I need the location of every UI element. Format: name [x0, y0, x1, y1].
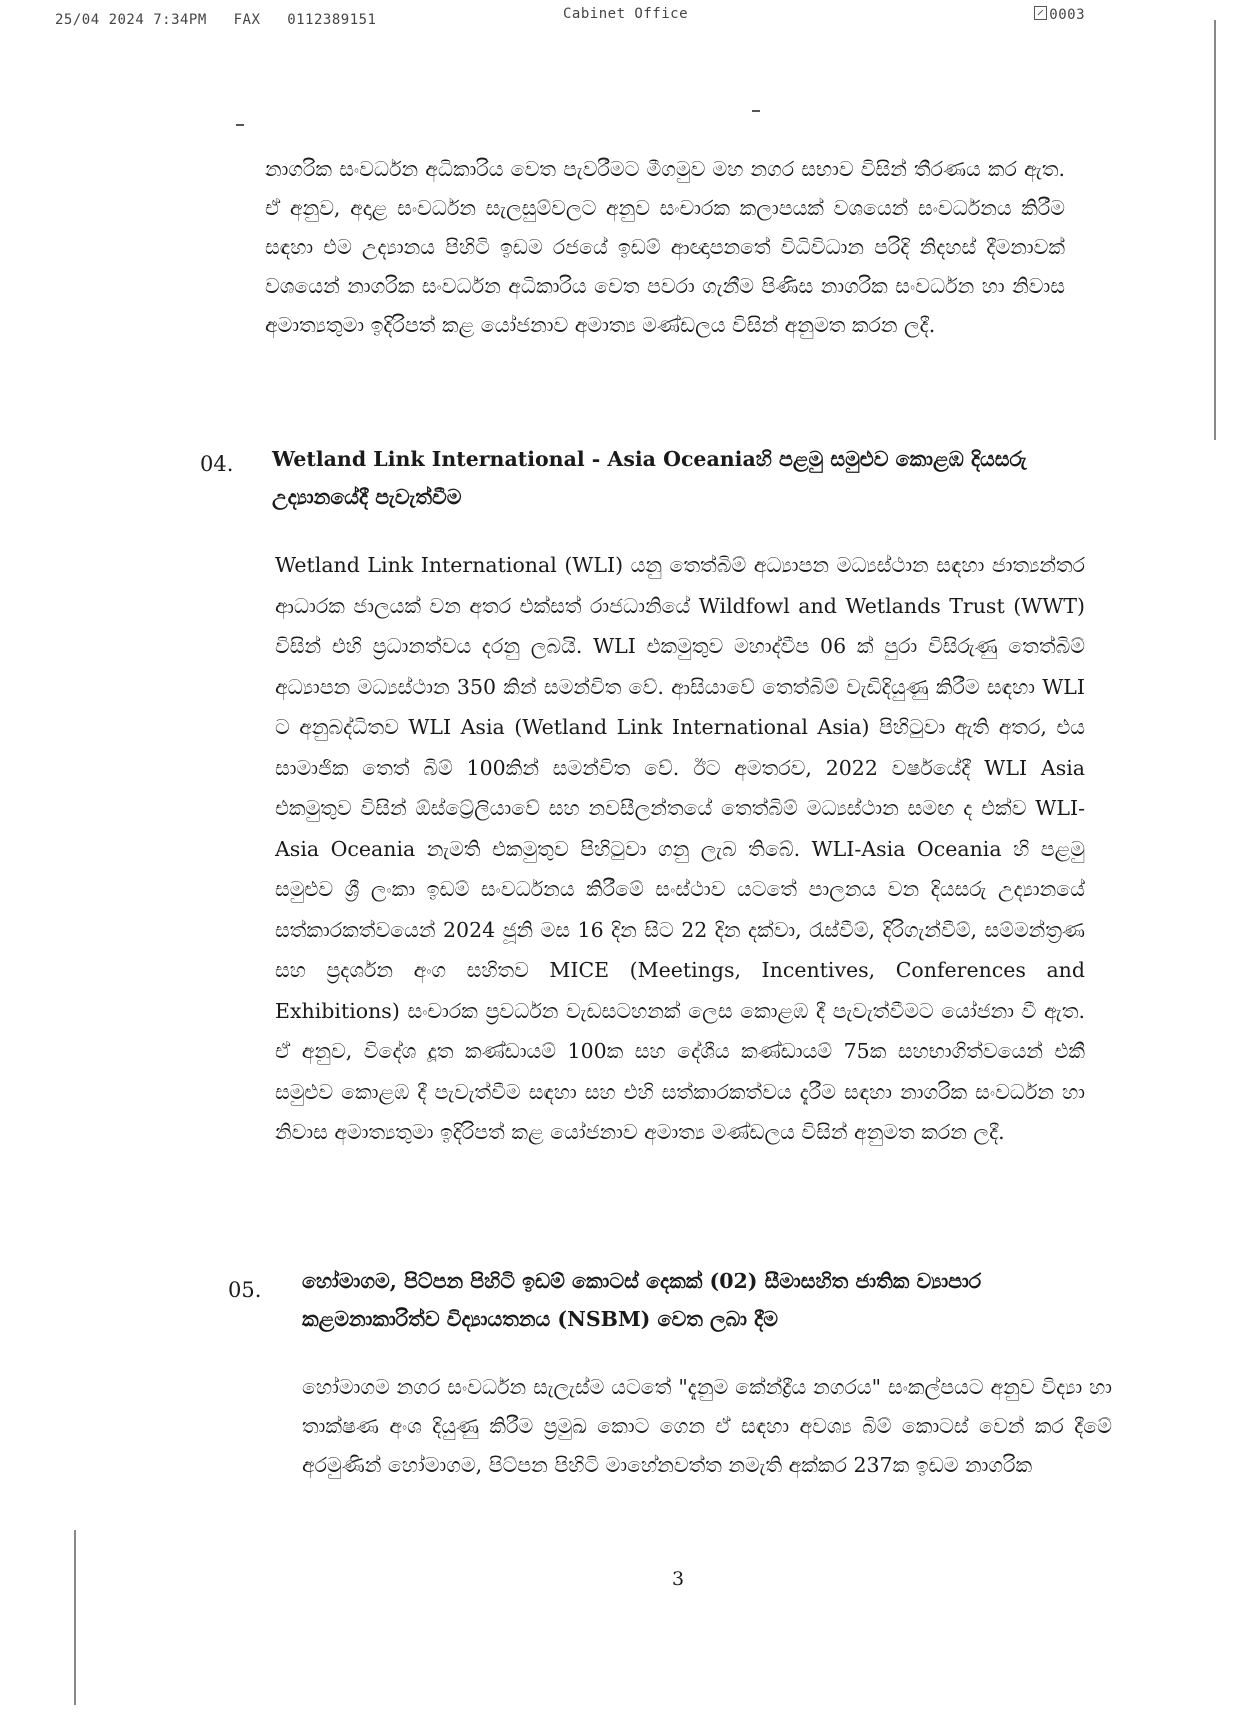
fax-page-counter-value: 0003 — [1049, 7, 1085, 23]
scan-mark-right — [752, 110, 760, 112]
fax-sender: Cabinet Office — [563, 6, 689, 22]
scan-edge-line-left — [74, 1530, 76, 1705]
fax-page-counter — [1034, 6, 1085, 23]
fax-label: FAX — [233, 12, 261, 28]
section-number-05: 05. — [228, 1278, 262, 1302]
scan-mark-left — [236, 124, 244, 126]
section-title-05: හෝමාගම, පිට්පන පිහිටි ඉඩම් කොටස් දෙකක් (02) සීමාසහිත ජාතික ව්‍යාපාර කළමනාකාරිත්ව විද්‍යායතනය (NSBM) වෙත ලබා දීම — [302, 1269, 982, 1331]
fax-number: 0112389151 — [287, 12, 377, 28]
page-number: 3 — [672, 1568, 685, 1590]
fax-datetime: 25/04 2024 7:34PM — [55, 12, 207, 28]
fax-header — [55, 6, 1085, 32]
section-body-04: Wetland Link International (WLI) යනු තෙත්බිම් අධ්‍යාපන මධ්‍යස්ථාන සඳහා ජාත්‍යන්තර ආධාරක ජාලයක් වන අතර එක්සත් රාජධානියේ Wildfowl and Wetlands Trust (WWT) විසින් එහි ප්‍රධානත්වය දරනු ලබයි. WLI එකමුතුව මහාද්වීප 06 ක් පුරා විසිරුණු තෙත්බිම් අධ්‍යාපන මධ්‍යස්ථාන 350 කින් සමන්විත වේ. ආසියාවේ තෙත්බිම් වැඩිදියුණු කිරීම සඳහා WLI ට අනුබද්ධිතව WLI Asia (Wetland Link International Asia) පිහිටුවා ඇති අතර, එය සාමාජික තෙත් බිම් 100කින් සමන්විත වේ. ඊට අමතරව, 2022 වර්ෂයේදී WLI Asia එකමුතුව විසින් ඕස්ට්‍රේලියාවේ සහ නවසීලන්තයේ තෙත්බිම් මධ්‍යස්ථාන සමඟ ද එක්ව WLI- Asia Oceania නැමති එකමුතුව පිහිටුවා ගනු ලැබ තිබේ. WLI-Asia Oceania හි පළමු සමුළුව ශ්‍රී ලංකා ඉඩම් සංවර්ධනය කිරීමේ සංස්ථාව යටතේ පාලනය වන දියසරු උද්‍යානයේ සත්කාරකත්වයෙන් 2024 ජූනි මස 16 දින සිට 22 දින දක්වා, රැස්වීම්, දිරිගැන්වීම්, සම්මන්ත්‍රණ සහ ප්‍රදර්ශන අංග සහිතව MICE (Meetings, Incentives, Conferences and Exhibitions) සංචාරක ප්‍රවර්ධන වැඩසටහනක් ලෙස කොළඹ දී පැවැත්වීමට යෝජනා වී ඇත. ඒ අනුව, විදේශ දූත කණ්ඩායම් 100ක සහ දේශීය කණ්ඩායම් 75ක සහභාගිත්වයෙන් එකී සමුළුව කොළඹ දී පැවැත්වීම සඳහා සහ එහි සත්කාරකත්වය දැරීම සඳහා නාගරික සංවර්ධන හා නිවාස අමාත්‍යතුමා ඉදිරිපත් කළ යෝජනාව අමාත්‍ය මණ්ඩලය විසින් අනුමත කරන ලදී. — [275, 553, 1085, 1144]
section-body-05: හෝමාගම නගර සංවර්ධන සැලැස්ම යටතේ "දැනුම කේන්ද්‍රීය නගරය" සංකල්පයට අනුව විද්‍යා හා තාක්ෂණ අංශ දියුණු කිරීම ප්‍රමුඛ කොට ගෙන ඒ සඳහා අවශ්‍ය බිම් කොටස් වෙන් කර දීමේ අරමුණින් හෝමාගම, පිට්පන පිහිටි මාහේනවත්ත නමැති අක්කර 237ක ඉඩම නාගරික — [302, 1375, 1112, 1477]
fax-transmission-line — [55, 12, 376, 28]
section-title-04: Wetland Link International - Asia Oceaniaහි පළමු සමුළුව කොළඹ දියසරු උද්‍යානයේදී පැවැත්වීම — [272, 447, 1027, 509]
scan-edge-line-right — [1214, 20, 1216, 440]
page-count-icon — [1034, 6, 1047, 20]
continuation-paragraph: නාගරික සංවර්ධන අධිකාරිය වෙත පැවරීමට මීගමුව මහ නගර සභාව විසින් තීරණය කර ඇත. ඒ අනුව, අදාළ සංවර්ධන සැලසුම්වලට අනුව සංචාරක කලාපයක් වශයෙන් සංවර්ධනය කිරීම සඳහා එම උද්‍යානය පිහිටි ඉඩම රජයේ ඉඩම් ආඥාපනතේ විධිවිධාන පරිදි නිදහස් දීමනාවක් වශයෙන් නාගරික සංවර්ධන අධිකාරිය වෙත පවරා ගැනීම පිණිස නාගරික සංවර්ධන හා නිවාස අමාත්‍යතුමා ඉදිරිපත් කළ යෝජනාව අමාත්‍ය මණ්ඩලය විසින් අනුමත කරන ලදී. — [265, 157, 1065, 337]
section-number-04: 04. — [200, 452, 234, 476]
